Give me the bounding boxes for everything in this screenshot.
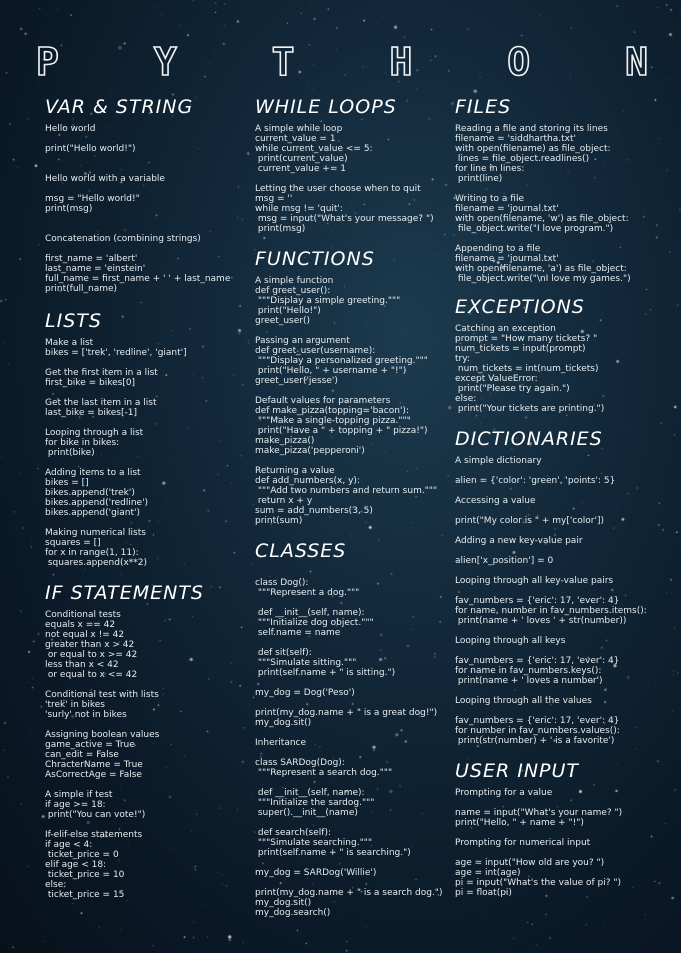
code-line: while current_value <= 5: [255, 144, 373, 154]
code-line [455, 526, 677, 536]
code-line: """Make a single-topping pizza.""" [255, 416, 411, 426]
code-line [45, 418, 250, 428]
section-lines [45, 610, 250, 900]
section-lines [45, 124, 250, 294]
code-line: pi = float(pi) [455, 888, 512, 898]
code-line: bikes = ['trek', 'redline', 'giant'] [45, 348, 187, 358]
code-line [45, 224, 250, 234]
code-line: Default values for parameters [255, 396, 391, 406]
section-dictionaries [455, 428, 677, 746]
code-line: Adding a new key-value pair [455, 536, 583, 546]
code-line: bikes.append('trek') [45, 488, 135, 498]
code-line [45, 820, 250, 830]
code-line: with open(filename, 'w') as file_object: [455, 214, 629, 224]
title-letter: O [507, 40, 531, 84]
code-line [45, 214, 250, 224]
code-line: print(bike) [45, 448, 95, 458]
code-line: my_dog.sit() [255, 898, 312, 908]
code-line: def add_numbers(x, y): [255, 476, 360, 486]
code-line [255, 698, 453, 708]
section-heading: EXCEPTIONS [455, 296, 585, 318]
code-line [455, 506, 677, 516]
code-line: fav_numbers = {'eric': 17, 'ever': 4} [455, 716, 620, 726]
code-line: for bike in bikes: [45, 438, 120, 448]
code-line: less than x < 42 [45, 660, 119, 670]
code-line: self.name = name [255, 628, 341, 638]
code-line: last_bike = bikes[-1] [45, 408, 137, 418]
code-line: if age >= 18: [45, 800, 106, 810]
code-line: sum = add_numbers(3, 5) [255, 506, 373, 516]
code-line [455, 566, 677, 576]
section-lines [455, 124, 677, 284]
code-line: num_tickets = input(prompt) [455, 344, 586, 354]
code-line: for name, number in fav_numbers.items(): [455, 606, 647, 616]
code-line: for line in lines: [455, 164, 525, 174]
code-line: """Represent a search dog.""" [255, 768, 393, 778]
code-line: print(self.name + " is searching.") [255, 848, 411, 858]
code-line: Letting the user choose when to quit [255, 184, 421, 194]
code-line: greet_user('jesse') [255, 376, 338, 386]
code-line: """Display a personalized greeting.""" [255, 356, 428, 366]
code-line [255, 598, 453, 608]
code-line [255, 818, 453, 828]
code-line: """Simulate searching.""" [255, 838, 372, 848]
code-line: Inheritance [255, 738, 307, 748]
code-line: print(name + ' loves a number') [455, 676, 603, 686]
code-line: with open(filename, 'a') as file_object: [455, 264, 627, 274]
code-line: Writing to a file [455, 194, 524, 204]
code-line: Returning a value [255, 466, 335, 476]
section-exceptions [455, 296, 677, 414]
code-line: """Display a simple greeting.""" [255, 296, 401, 306]
code-line [255, 456, 453, 466]
title-letter: T [271, 40, 295, 84]
code-line: equals x == 42 [45, 620, 116, 630]
code-line: prompt = "How many tickets? " [455, 334, 598, 344]
code-line [255, 326, 453, 336]
code-line: print("Your tickets are printing.") [455, 404, 605, 414]
section-lines [455, 324, 677, 414]
column-middle [255, 96, 453, 918]
section-heading: LISTS [45, 310, 102, 332]
code-line: print("My color is " + my['color']) [455, 516, 604, 526]
code-line: def greet_user(): [255, 286, 331, 296]
section-heading: DICTIONARIES [455, 428, 603, 450]
code-line: try: [455, 354, 470, 364]
section-lines [255, 568, 453, 918]
column-left [45, 96, 250, 900]
code-line: Prompting for a value [455, 788, 553, 798]
code-line: def __init__(self, name): [255, 788, 365, 798]
code-line [455, 828, 677, 838]
code-line: file_object.write("I love program.") [455, 224, 614, 234]
code-line [255, 638, 453, 648]
code-line [255, 728, 453, 738]
code-line [455, 466, 677, 476]
section-lines [455, 788, 677, 898]
code-line: msg = "Hello world!" [45, 194, 140, 204]
code-line [45, 184, 250, 194]
code-line: lines = file_object.readlines() [455, 154, 590, 164]
code-line: greater than x > 42 [45, 640, 135, 650]
code-line [45, 388, 250, 398]
code-line: print("Hello, " + name + "!") [455, 818, 584, 828]
code-line: ChracterName = True [45, 760, 143, 770]
code-line: def search(self): [255, 828, 331, 838]
code-line: first_name = 'albert' [45, 254, 138, 264]
code-line: alien['x_position'] = 0 [455, 556, 554, 566]
title-letter: H [389, 40, 413, 84]
code-line: print(my_dog.name + " is a search dog.") [255, 888, 443, 898]
code-line: class Dog(): [255, 578, 309, 588]
code-line: Prompting for numerical input [455, 838, 591, 848]
code-line: ticket_price = 15 [45, 890, 125, 900]
code-line: filename = 'journal.txt' [455, 204, 559, 214]
code-line: or equal to x >= 42 [45, 650, 138, 660]
code-line: print("You can vote!") [45, 810, 146, 820]
code-line: for x in range(1, 11): [45, 548, 139, 558]
code-line [45, 358, 250, 368]
code-line: AsCorrectAge = False [45, 770, 142, 780]
code-line: squares = [] [45, 538, 101, 548]
code-line: print(name + ' loves ' + str(number)) [455, 616, 627, 626]
code-line: age = int(age) [455, 868, 521, 878]
code-line [255, 568, 453, 578]
code-line [455, 798, 677, 808]
code-line: bikes.append('giant') [45, 508, 141, 518]
section-files [455, 96, 677, 284]
code-line: A simple dictionary [455, 456, 542, 466]
code-line [455, 686, 677, 696]
code-line [455, 706, 677, 716]
code-line: Get the last item in a list [45, 398, 157, 408]
code-line: Reading a file and storing its lines [455, 124, 608, 134]
section-heading: FUNCTIONS [255, 248, 375, 270]
code-line: or equal to x <= 42 [45, 670, 138, 680]
code-line: current_value = 1 [255, 134, 336, 144]
section-lines [45, 338, 250, 568]
section-heading: VAR & STRING [45, 96, 194, 118]
code-line: elif age < 18: [45, 860, 107, 870]
code-line: class SARDog(Dog): [255, 758, 345, 768]
section-heading: USER INPUT [455, 760, 579, 782]
code-line: except ValueError: [455, 374, 538, 384]
code-line [255, 748, 453, 758]
code-line: my_dog = SARDog('Willie') [255, 868, 377, 878]
code-line [45, 164, 250, 174]
code-line: print(my_dog.name + " is a great dog!") [255, 708, 438, 718]
code-line [455, 486, 677, 496]
code-line: full_name = first_name + ' ' + last_name [45, 274, 231, 284]
section-heading: WHILE LOOPS [255, 96, 397, 118]
code-line [455, 848, 677, 858]
section-classes [255, 540, 453, 918]
code-line: game_active = True [45, 740, 135, 750]
code-line [455, 626, 677, 636]
code-line: 'surly' not in bikes [45, 710, 127, 720]
code-line: print(current_value) [255, 154, 348, 164]
code-line: print("Hello world!") [45, 144, 136, 154]
code-line: Concatenation (combining strings) [45, 234, 201, 244]
code-line: Looping through all keys [455, 636, 566, 646]
code-line: filename = 'siddhartha.txt' [455, 134, 576, 144]
section-lines [455, 456, 677, 746]
code-line: Conditional test with lists [45, 690, 159, 700]
section-var-string [45, 96, 250, 294]
code-line: """Add two numbers and return sum.""" [255, 486, 438, 496]
code-line: print("Please try again.") [455, 384, 570, 394]
code-line: """Represent a dog.""" [255, 588, 360, 598]
code-line: squares.append(x**2) [45, 558, 148, 568]
code-line: ticket_price = 0 [45, 850, 119, 860]
code-line: Appending to a file [455, 244, 541, 254]
page-title [36, 40, 648, 84]
code-line: Looping through all key-value pairs [455, 576, 614, 586]
code-line: ticket_price = 10 [45, 870, 125, 880]
code-line: print(msg) [45, 204, 93, 214]
code-line: print(str(number) + ' is a favorite') [455, 736, 615, 746]
code-line: Conditional tests [45, 610, 121, 620]
code-line: Accessing a value [455, 496, 536, 506]
code-line: def __init__(self, name): [255, 608, 365, 618]
code-line [45, 720, 250, 730]
code-line: print(sum) [255, 516, 303, 526]
code-line: else: [45, 880, 67, 890]
code-line: Looping through all the values [455, 696, 592, 706]
code-line: A simple function [255, 276, 334, 286]
code-line: with open(filename) as file_object: [455, 144, 611, 154]
code-line: print(line) [455, 174, 503, 184]
title-letter: N [625, 40, 648, 84]
code-line: last_name = 'einstein' [45, 264, 146, 274]
code-line: current_value += 1 [255, 164, 346, 174]
code-line: my_dog.sit() [255, 718, 312, 728]
code-line [45, 244, 250, 254]
code-line: can_edit = False [45, 750, 119, 760]
code-line: fav_numbers = {'eric': 17, 'ever': 4} [455, 656, 620, 666]
section-user-input [455, 760, 677, 898]
section-if-statements [45, 582, 250, 900]
code-line [255, 678, 453, 688]
section-lists [45, 310, 250, 568]
code-line: pi = input("What's the value of pi? ") [455, 878, 622, 888]
code-line: make_pizza() [255, 436, 315, 446]
code-line: my_dog.search() [255, 908, 331, 918]
title-letter: P [36, 40, 59, 84]
code-line: Hello world with a variable [45, 174, 165, 184]
code-line: Catching an exception [455, 324, 556, 334]
code-line: A simple if test [45, 790, 113, 800]
code-line: first_bike = bikes[0] [45, 378, 136, 388]
code-line: If-elif-else statements [45, 830, 143, 840]
code-line: bikes = [] [45, 478, 89, 488]
code-line: else: [455, 394, 477, 404]
code-line: Get the first item in a list [45, 368, 158, 378]
code-line [255, 174, 453, 184]
section-heading: FILES [455, 96, 512, 118]
code-line [455, 646, 677, 656]
code-line: Adding items to a list [45, 468, 141, 478]
code-line: def greet_user(username): [255, 346, 376, 356]
code-line: Assigning boolean values [45, 730, 160, 740]
code-line: name = input("What's your name? ") [455, 808, 623, 818]
code-line: def make_pizza(topping='bacon'): [255, 406, 409, 416]
code-line [455, 234, 677, 244]
code-line: for name in fav_numbers.keys(): [455, 666, 602, 676]
code-line: make_pizza('pepperoni') [255, 446, 365, 456]
section-functions [255, 248, 453, 526]
code-line: bikes.append('redline') [45, 498, 149, 508]
code-line: greet_user() [255, 316, 310, 326]
code-line: print(full_name) [45, 284, 118, 294]
code-line: file_object.write("\nI love my games.") [455, 274, 631, 284]
code-line [455, 184, 677, 194]
code-line [45, 780, 250, 790]
section-heading: CLASSES [255, 540, 347, 562]
code-line: msg = input("What's your message? ") [255, 214, 434, 224]
code-line: num_tickets = int(num_tickets) [455, 364, 599, 374]
code-line: print("Hello, " + username + "!") [255, 366, 407, 376]
section-lines [255, 124, 453, 234]
code-line: alien = {'color': 'green', 'points': 5} [455, 476, 616, 486]
code-line: Passing an argument [255, 336, 350, 346]
code-line [255, 858, 453, 868]
code-line: print(self.name + " is sitting.") [255, 668, 396, 678]
code-line: fav_numbers = {'eric': 17, 'ever': 4} [455, 596, 620, 606]
code-line: age = input("How old are you? ") [455, 858, 605, 868]
code-line: print(msg) [255, 224, 306, 234]
code-line: not equal x != 42 [45, 630, 125, 640]
code-line: """Initialize the sardog.""" [255, 798, 375, 808]
code-line: return x + y [255, 496, 313, 506]
code-line: Making numerical lists [45, 528, 146, 538]
code-line [255, 778, 453, 788]
title-letter: Y [153, 40, 177, 84]
code-line: """Initialize dog object.""" [255, 618, 374, 628]
code-line: filename = 'journal.txt' [455, 254, 559, 264]
code-line [455, 586, 677, 596]
code-line: """Simulate sitting.""" [255, 658, 357, 668]
section-while-loops [255, 96, 453, 234]
code-line: print("Hello!") [255, 306, 321, 316]
code-line: if age < 4: [45, 840, 93, 850]
code-line: my_dog = Dog('Peso') [255, 688, 355, 698]
section-lines [255, 276, 453, 526]
code-line: A simple while loop [255, 124, 343, 134]
code-line [45, 134, 250, 144]
code-line [45, 154, 250, 164]
code-line: msg = '' [255, 194, 293, 204]
code-line [255, 386, 453, 396]
code-line: while msg != 'quit': [255, 204, 343, 214]
code-line [455, 546, 677, 556]
code-line: Make a list [45, 338, 94, 348]
code-line: 'trek' in bikes [45, 700, 105, 710]
code-line: Looping through a list [45, 428, 144, 438]
code-line: print("Have a " + topping + " pizza!") [255, 426, 428, 436]
code-line [45, 458, 250, 468]
code-line: def sit(self): [255, 648, 312, 658]
code-line [45, 518, 250, 528]
code-line: super().__init__(name) [255, 808, 358, 818]
column-right [455, 96, 677, 898]
code-line [45, 680, 250, 690]
code-line: Hello world [45, 124, 96, 134]
section-heading: IF STATEMENTS [45, 582, 204, 604]
code-line: for number in fav_numbers.values(): [455, 726, 620, 736]
code-line [255, 878, 453, 888]
